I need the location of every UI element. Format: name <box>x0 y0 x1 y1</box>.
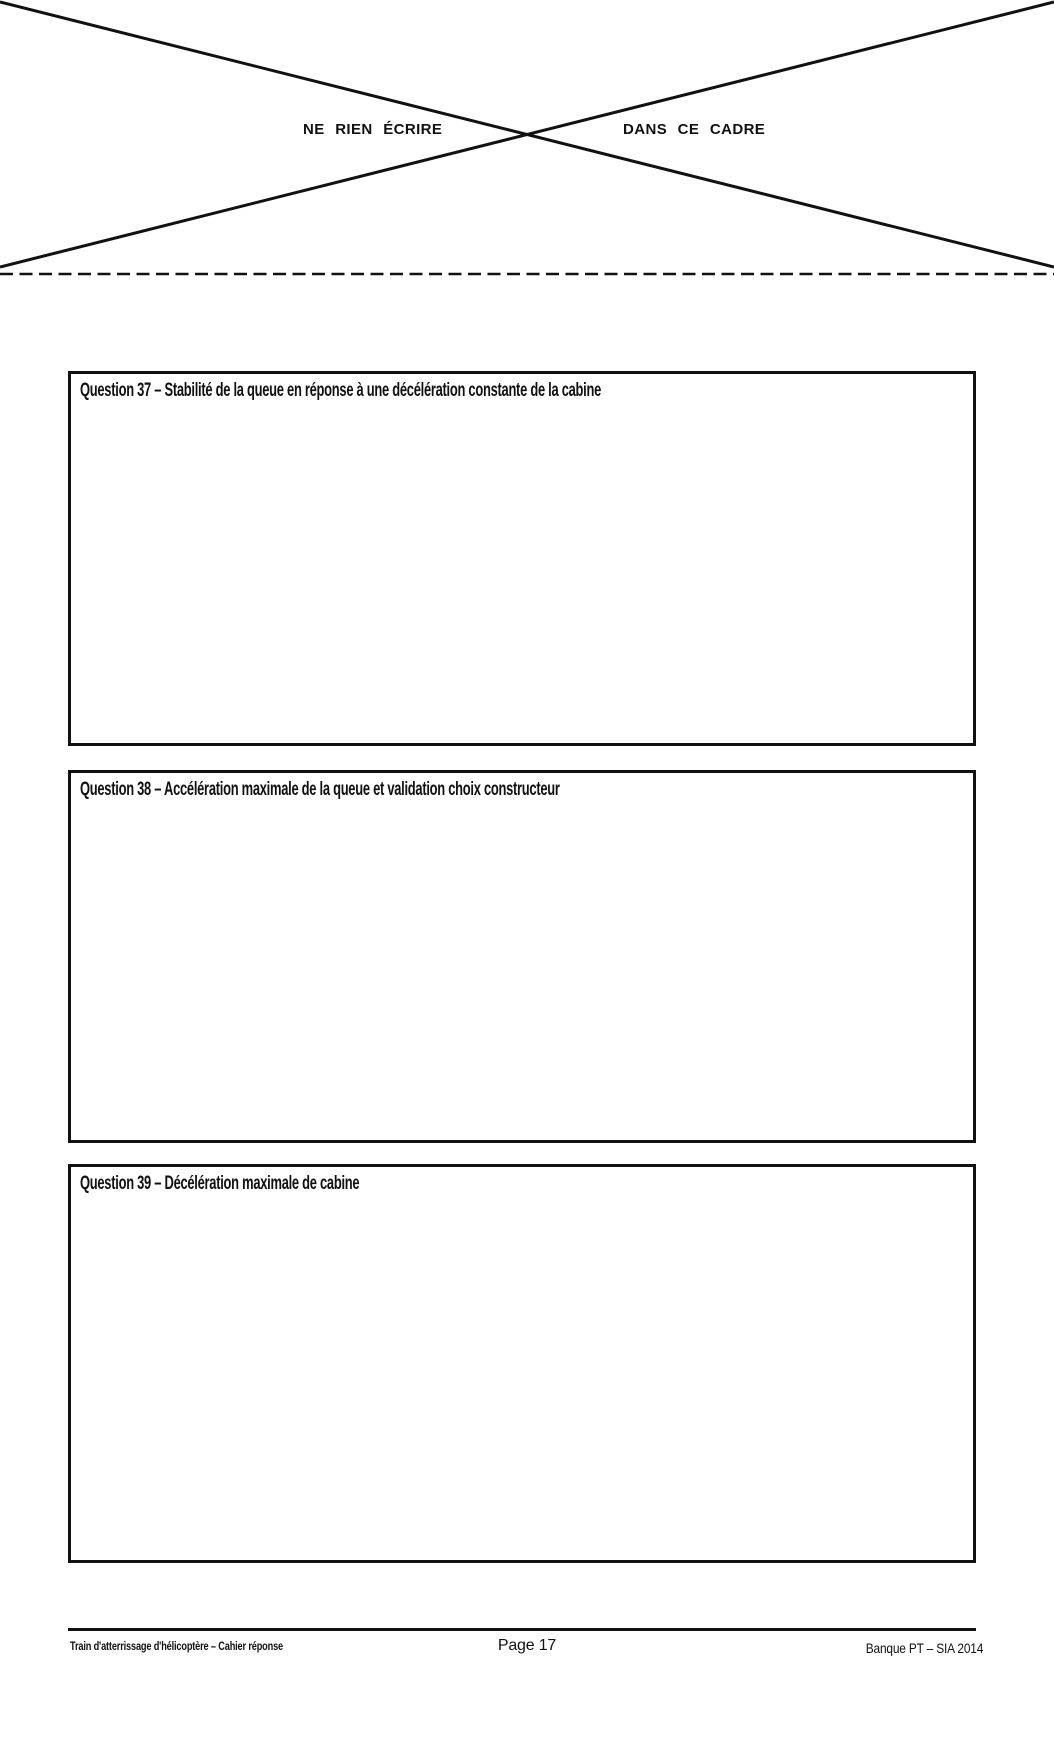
question-39-title: Question 39 – Décélération maximale de cabine <box>80 1173 360 1194</box>
answer-box-question-38 <box>68 770 976 1143</box>
footer-page-number: Page 17 <box>497 1637 557 1654</box>
do-not-write-label-right: DANS CE CADRE <box>623 121 766 138</box>
do-not-write-zone <box>0 0 1054 282</box>
do-not-write-cross-icon <box>0 0 1054 282</box>
question-37-title: Question 37 – Stabilité de la queue en réponse à une décélération constante de la cabine <box>80 380 602 401</box>
footer-exam-reference: Banque PT – SIA 2014 <box>865 1640 983 1656</box>
answer-box-question-39 <box>68 1164 976 1563</box>
footer-rule <box>68 1628 976 1631</box>
answer-box-question-37 <box>68 371 976 746</box>
footer-document-title: Train d'atterrissage d'hélicoptère – Cahier réponse <box>70 1641 284 1653</box>
do-not-write-label-left: NE RIEN ÉCRIRE <box>303 121 443 138</box>
question-38-title: Question 38 – Accélération maximale de la queue et validation choix constructeur <box>80 779 560 800</box>
